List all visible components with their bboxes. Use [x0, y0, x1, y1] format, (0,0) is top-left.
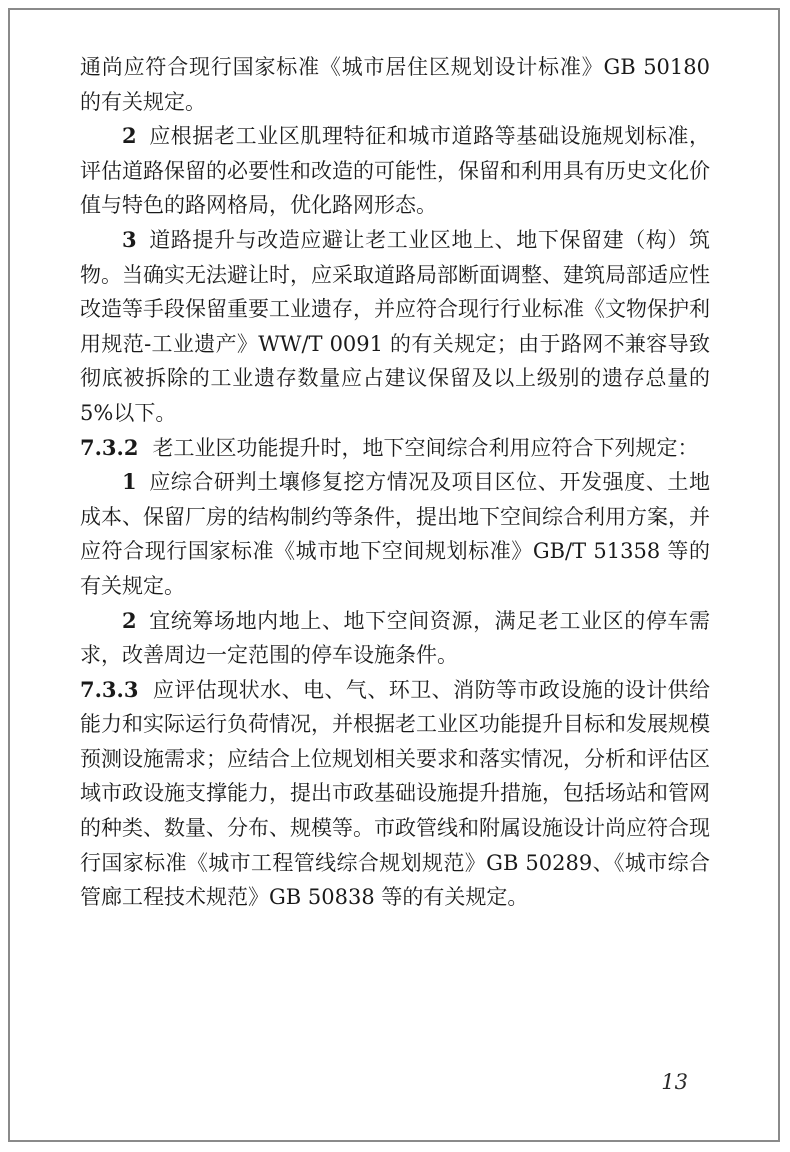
clause-7-3-3: [80, 673, 710, 915]
paragraph-continuation: [80, 50, 710, 119]
item-3-road-upgrade: [80, 223, 710, 431]
item-2-parking: [80, 604, 710, 673]
paragraph-text: 应根据老工业区肌理特征和城市道路等基础设施规划标准，评估道路保留的必要性和改造的可能性，保留和利用具有历史文化价值与特色的路网格局，优化路网形态。: [80, 124, 710, 218]
clause-number: 7.3.2: [80, 434, 139, 460]
item-number: 3: [122, 226, 137, 252]
page-number: 13: [661, 1070, 688, 1094]
item-number: 2: [122, 607, 137, 633]
paragraph-text: 道路提升与改造应避让老工业区地上、地下保留建（构）筑物。当确实无法避让时，应采取道路局部断面调整、建筑局部适应性改造等手段保留重要工业遗存，并应符合现行行业标准《文物保护利用规范-工业遗产》WW/T 0091 的有关规定；由于路网不兼容导致彻底被拆除的工业遗存数量应占建议保留及以上级别的遗存总量的5%以下。: [80, 227, 710, 425]
paragraph-text: 应评估现状水、电、气、环卫、消防等市政设施的设计供给能力和实际运行负荷情况，并根据老工业区功能提升目标和发展规模预测设施需求；应结合上位规划相关要求和落实情况，分析和评估区域市政设施支撑能力，提出市政基础设施提升措施，包括场站和管网的种类、数量、分布、规模等。市政管线和附属设施设计尚应符合现行国家标准《城市工程管线综合规划规范》GB 50289、《城市综合管廊工程技术规范》GB 50838 等的有关规定。: [80, 677, 710, 910]
item-number: 2: [122, 123, 137, 149]
paragraph-text: 通尚应符合现行国家标准《城市居住区规划设计标准》GB 50180的有关规定。: [80, 55, 710, 114]
paragraph-text: 应综合研判土壤修复挖方情况及项目区位、开发强度、土地成本、保留厂房的结构制约等条件，提出地下空间综合利用方案，并应符合现行国家标准《城市地下空间规划标准》GB/T 51358 等的有关规定。: [80, 470, 710, 598]
paragraph-text: 老工业区功能提升时，地下空间综合利用应符合下列规定：: [152, 435, 699, 460]
body-text: [80, 50, 710, 915]
clause-number: 7.3.3: [80, 676, 139, 702]
item-2-road-grid: [80, 119, 710, 223]
clause-7-3-2: [80, 431, 710, 466]
item-1-underground-space: [80, 465, 710, 603]
paragraph-text: 宜统筹场地内地上、地下空间资源，满足老工业区的停车需求，改善周边一定范围的停车设施条件。: [80, 608, 710, 668]
item-number: 1: [122, 469, 137, 495]
